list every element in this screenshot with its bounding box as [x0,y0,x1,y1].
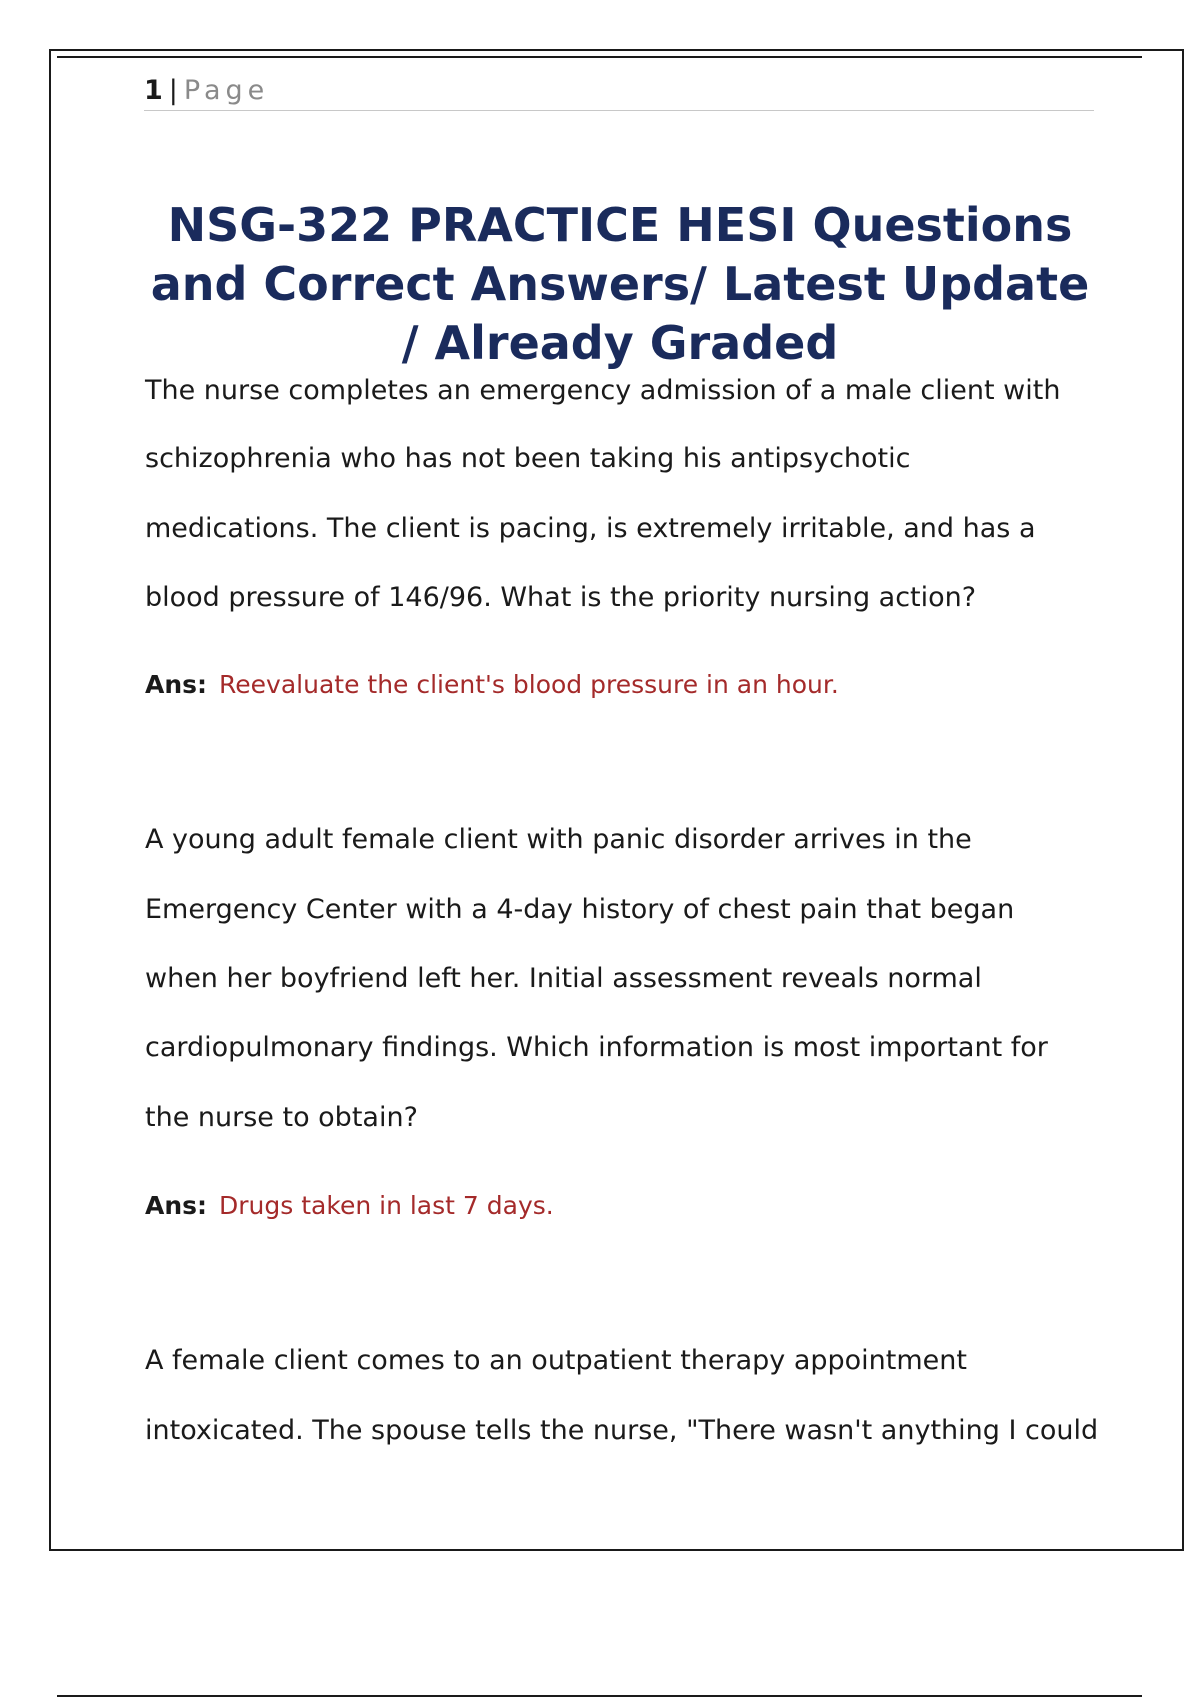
top-rule [57,56,1142,58]
document-title: NSG-322 PRACTICE HESI Questions and Correct Answers/ Latest Update / Already Graded [150,198,1090,370]
question-1-line-1: The nurse completes an emergency admission of a male client with [145,375,1061,406]
page-label: Page [183,75,270,106]
bottom-rule [57,1695,1142,1697]
answer-1-label: Ans: [145,670,208,699]
question-1-line-4: blood pressure of 146/96. What is the priority nursing action? [145,582,977,613]
answer-2-text: Drugs taken in last 7 days. [219,1191,554,1220]
question-3-line-1: A female client comes to an outpatient therapy appointment [145,1345,967,1376]
page-number: 1 [144,75,163,106]
question-1-line-2: schizophrenia who has not been taking his antipsychotic [145,443,911,474]
question-2-line-4: cardiopulmonary findings. Which information is most important for [145,1032,1048,1063]
page-header [144,74,1094,111]
question-2-line-5: the nurse to obtain? [145,1102,418,1133]
question-3-line-2: intoxicated. The spouse tells the nurse, "There wasn't anything I could [145,1415,1099,1446]
answer-2 [145,1189,554,1223]
page-separator: | [168,75,178,106]
answer-1-text: Reevaluate the client's blood pressure in an hour. [219,670,839,699]
answer-1 [145,668,839,702]
question-2-line-1: A young adult female client with panic disorder arrives in the [145,824,972,855]
question-2-line-3: when her boyfriend left her. Initial assessment reveals normal [145,963,982,994]
question-2-line-2: Emergency Center with a 4-day history of chest pain that began [145,894,1015,925]
answer-2-label: Ans: [145,1191,208,1220]
question-1-line-3: medications. The client is pacing, is extremely irritable, and has a [145,513,1036,544]
